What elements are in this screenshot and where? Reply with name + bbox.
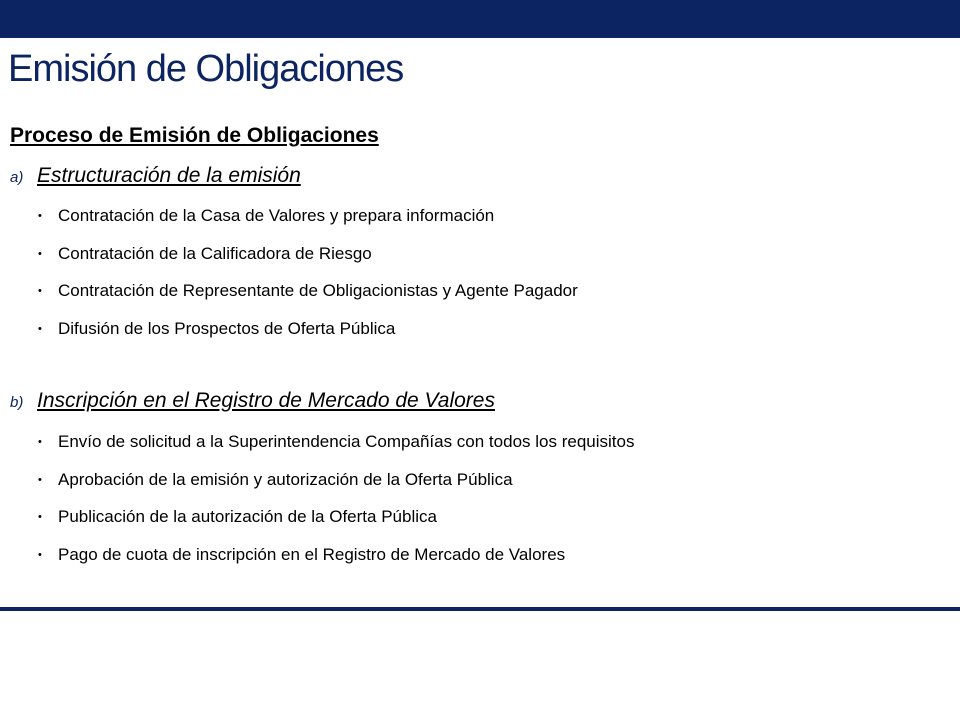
bullet-icon: • [38,548,42,561]
section-a-title: Estructuración de la emisión [37,164,301,187]
bullet-text: Publicación de la autorización de la Oferta Pública [58,507,437,526]
section-b-title: Inscripción en el Registro de Mercado de Valores [37,389,495,412]
list-item [38,544,634,582]
list-item [38,205,578,243]
bullet-icon: • [38,285,42,297]
section-b-heading [10,389,495,413]
bullet-text: Envío de solicitud a la Superintendencia Compañías con todos los requisitos [58,432,635,451]
bullet-icon: • [38,210,42,222]
header-bar [0,0,960,38]
list-item [38,243,578,281]
section-b-bullet-list [38,431,634,581]
footer-divider [0,607,960,611]
bullet-text: Contratación de la Casa de Valores y prepara información [58,206,495,225]
list-item [38,431,634,469]
section-a-heading [10,164,301,188]
bullet-text: Aprobación de la emisión y autorización de la Oferta Pública [58,469,513,489]
bullet-text: Contratación de Representante de Obligacionistas y Agente Pagador [58,281,578,300]
bullet-text: Contratación de la Calificadora de Riesgo [58,243,372,263]
section-a-marker: a) [10,169,24,186]
bullet-icon: • [38,436,42,448]
section-a-bullet-list [38,205,578,355]
section-heading: Proceso de Emisión de Obligaciones [10,124,379,147]
list-item [38,469,634,507]
list-item [38,506,634,544]
bullet-icon: • [38,247,42,260]
section-b-marker: b) [10,394,24,411]
slide-title: Emisión de Obligaciones [8,48,404,90]
bullet-icon: • [38,511,42,523]
bullet-text: Pago de cuota de inscripción en el Registro de Mercado de Valores [58,544,566,564]
list-item [38,280,578,318]
bullet-text: Difusión de los Prospectos de Oferta Pública [58,318,396,338]
list-item [38,318,578,356]
bullet-icon: • [38,473,42,486]
bullet-icon: • [38,322,42,335]
